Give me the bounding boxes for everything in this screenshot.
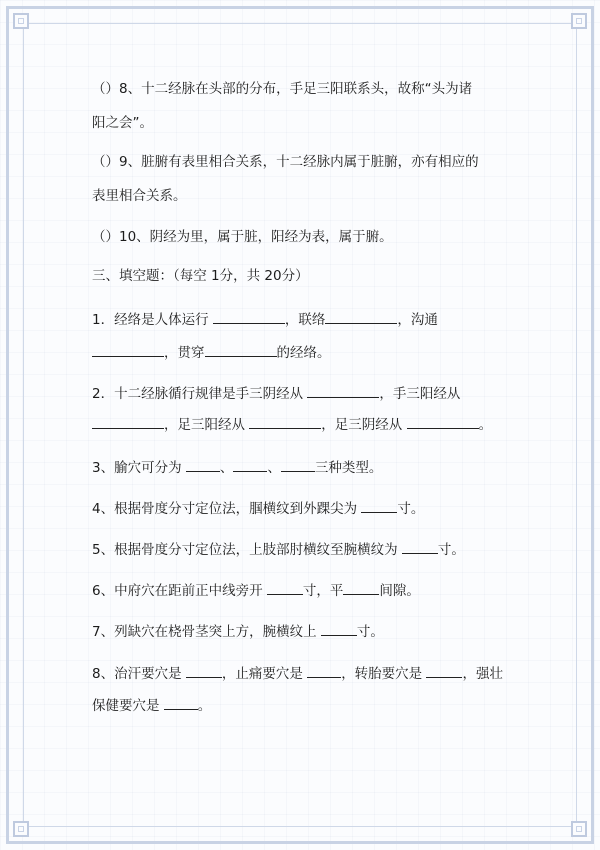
fill-3-sep-1: 、 <box>219 460 234 476</box>
fill-2-blank-4[interactable] <box>407 414 479 429</box>
fill-8-text-c: ，转胎要穴是 <box>341 666 427 682</box>
corner-ornament-top-left <box>13 13 29 29</box>
question-8-line-1 <box>92 79 472 99</box>
question-9-text-1: （）9、脏腑有表里相合关系，十二经脉内属于脏腑，亦有相应的 <box>92 154 479 170</box>
fill-5-text-b: 寸。 <box>437 542 465 558</box>
fill-3-text-b: 三种类型。 <box>314 460 383 476</box>
corner-ornament-bottom-left <box>13 821 29 837</box>
fill-3-line <box>92 457 382 478</box>
fill-8-text-b: ，止痛要穴是 <box>221 666 308 682</box>
fill-2-blank-2[interactable] <box>92 414 164 429</box>
fill-2-line-2 <box>92 414 492 435</box>
fill-1-text-a: 1．经络是人体运行 <box>92 312 213 328</box>
fill-8-text-a: 8、治汗要穴是 <box>92 666 186 682</box>
fill-2-text-e: 。 <box>478 417 493 433</box>
fill-2-text-c: ，足三阳经从 <box>164 417 250 433</box>
fill-3-text-a: 3、腧穴可分为 <box>92 460 186 476</box>
fill-5-text-a: 5、根据骨度分寸定位法，上肢部肘横纹至腕横纹为 <box>92 542 402 558</box>
fill-1-text-d: ，贯穿 <box>164 345 205 361</box>
question-8-line-2 <box>92 113 153 133</box>
fill-6-text-a: 6、中府穴在距前正中线旁开 <box>92 583 267 599</box>
fill-2-blank-1[interactable] <box>307 383 379 398</box>
fill-1-text-b: ，联络 <box>284 312 326 328</box>
fill-8-line-1 <box>92 663 503 684</box>
fill-2-blank-3[interactable] <box>249 414 321 429</box>
fill-3-blank-1[interactable] <box>186 457 220 472</box>
fill-3-sep-2: 、 <box>267 460 281 476</box>
corner-ornament-bottom-right <box>571 821 587 837</box>
fill-5-blank[interactable] <box>402 539 438 554</box>
fill-4-text-b: 寸。 <box>397 501 425 517</box>
fill-1-text-c: ，沟通 <box>397 312 438 328</box>
fill-8-text-e: 保健要穴是 <box>92 698 164 714</box>
section-3-heading-text: 三、填空题：（每空 1分，共 20分） <box>92 268 309 284</box>
question-8-text-1: （）8、十二经脉在头部的分布，手足三阳联系头，故称“头为诸 <box>92 81 473 97</box>
fill-1-line-1 <box>92 309 438 330</box>
question-10-line <box>92 227 393 247</box>
fill-2-line-1 <box>92 383 460 404</box>
fill-7-blank[interactable] <box>321 621 357 636</box>
fill-2-text-b: ，手三阳经从 <box>379 386 461 402</box>
fill-4-text-a: 4、根据骨度分寸定位法，腘横纹到外踝尖为 <box>92 501 362 517</box>
question-10-text: （）10、阴经为里，属于脏，阳经为表，属于腑。 <box>92 229 393 245</box>
fill-8-line-2 <box>92 695 211 716</box>
fill-6-blank-2[interactable] <box>343 580 379 595</box>
question-9-line-2 <box>92 186 187 206</box>
fill-6-line <box>92 580 420 601</box>
section-3-heading <box>92 266 309 286</box>
fill-2-text-a: 2．十二经脉循行规律是手三阴经从 <box>92 386 308 402</box>
corner-ornament-top-right <box>571 13 587 29</box>
fill-5-line <box>92 539 465 560</box>
fill-8-text-d: ，强壮 <box>462 666 503 682</box>
fill-2-text-d: ，足三阴经从 <box>321 417 407 433</box>
fill-3-blank-3[interactable] <box>281 457 315 472</box>
fill-6-text-c: 间隙。 <box>379 583 420 599</box>
question-9-line-1 <box>92 152 479 172</box>
fill-4-line <box>92 498 424 519</box>
fill-7-text-a: 7、列缺穴在桡骨茎突上方，腕横纹上 <box>92 624 321 640</box>
fill-6-text-b: 寸，平 <box>302 583 344 599</box>
fill-7-line <box>92 621 384 642</box>
question-8-text-2: 阳之会”。 <box>92 115 153 131</box>
fill-6-blank-1[interactable] <box>267 580 303 595</box>
fill-7-text-b: 寸。 <box>356 624 384 640</box>
fill-4-blank[interactable] <box>361 498 397 513</box>
fill-8-blank-3[interactable] <box>426 663 462 678</box>
fill-8-blank-1[interactable] <box>186 663 222 678</box>
fill-8-blank-2[interactable] <box>307 663 341 678</box>
fill-1-blank-3[interactable] <box>92 342 164 357</box>
fill-1-blank-4[interactable] <box>205 342 277 357</box>
fill-8-text-f: 。 <box>197 698 212 714</box>
fill-3-blank-2[interactable] <box>233 457 267 472</box>
fill-1-text-e: 的经络。 <box>276 345 331 361</box>
fill-8-blank-4[interactable] <box>164 695 198 710</box>
fill-1-blank-2[interactable] <box>325 309 397 324</box>
question-9-text-2: 表里相合关系。 <box>92 188 187 204</box>
fill-1-blank-1[interactable] <box>213 309 285 324</box>
fill-1-line-2 <box>92 342 331 363</box>
